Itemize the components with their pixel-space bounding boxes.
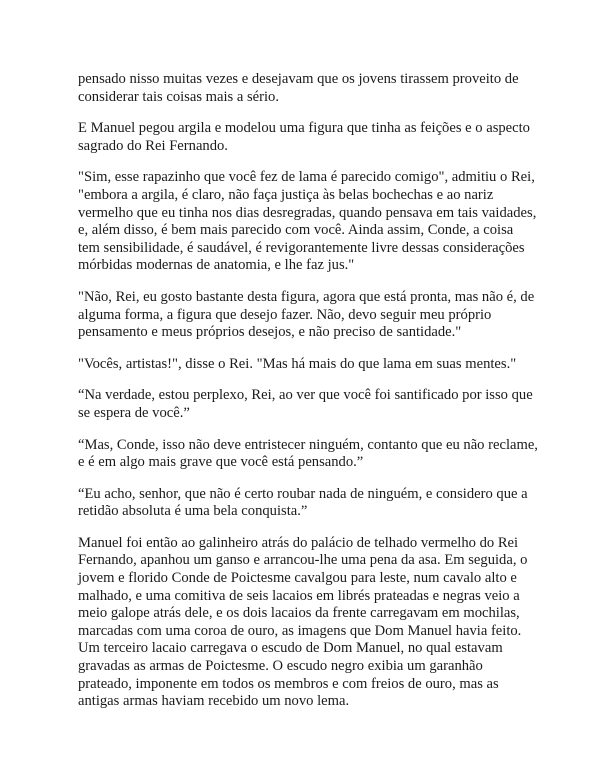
- paragraph: "Vocês, artistas!", disse o Rei. "Mas há mais do que lama em suas mentes.": [78, 355, 517, 372]
- paragraph: "Sim, esse rapazinho que você fez de lama é parecido comigo", admitiu o Rei, "embora a argila, é claro, não faça justiça às belas bochechas e ao nariz vermelho que eu tinha nos dias desregradas, quando pensava em tais vaidades, e, além disso, é bem mais parecido com você. Ainda assim, Conde, a coisa tem sensibilidade, é saudável, é revigorantemente livre dessas considerações mórbidas modernas de anatomia, e lhe faz jus.": [78, 169, 537, 274]
- paragraph: “Mas, Conde, isso não deve entristecer ninguém, contanto que eu não reclame, e é em algo mais grave que você está pensando.”: [78, 436, 538, 471]
- paragraph: Manuel foi então ao galinheiro atrás do palácio de telhado vermelho do Rei Fernando, apanhou um ganso e arrancou-lhe uma pena da asa. Em seguida, o jovem e florido Conde de Poictesme cavalgou para leste, num cavalo alto e malhado, e uma comitiva de seis lacaios em librés prateadas e negras veio a meio galope atrás dele, e os dois lacaios da frente carregavam em mochilas, marcadas com uma coroa de ouro, as imagens que Dom Manuel havia feito. Um terceiro lacaio carregava o escudo de Dom Manuel, no qual estavam gravadas as armas de Poictesme. O escudo negro exibia um garanhão prateado, imponente em todos os membros e com freios de ouro, mas as antigas armas haviam recebido um novo lema.: [78, 534, 528, 710]
- document-body: [78, 71, 538, 725]
- paragraph: “Na verdade, estou perplexo, Rei, ao ver que você foi santificado por isso que se espera de você.”: [78, 387, 533, 421]
- paragraph: E Manuel pegou argila e modelou uma figura que tinha as feições e o aspecto sagrado do Rei Fernando.: [78, 120, 530, 154]
- paragraph: “Eu acho, senhor, que não é certo roubar nada de ninguém, e considero que a retidão absoluta é uma bela conquista.”: [78, 485, 528, 520]
- paragraph: "Não, Rei, eu gosto bastante desta figura, agora que está pronta, mas não é, de alguma forma, a figura que desejo fazer. Não, devo seguir meu próprio pensamento e meus próprios desejos, e não preciso de santidade.": [78, 288, 535, 341]
- paragraph: pensado nisso muitas vezes e desejavam que os jovens tirassem proveito de considerar tais coisas mais a sério.: [78, 71, 519, 105]
